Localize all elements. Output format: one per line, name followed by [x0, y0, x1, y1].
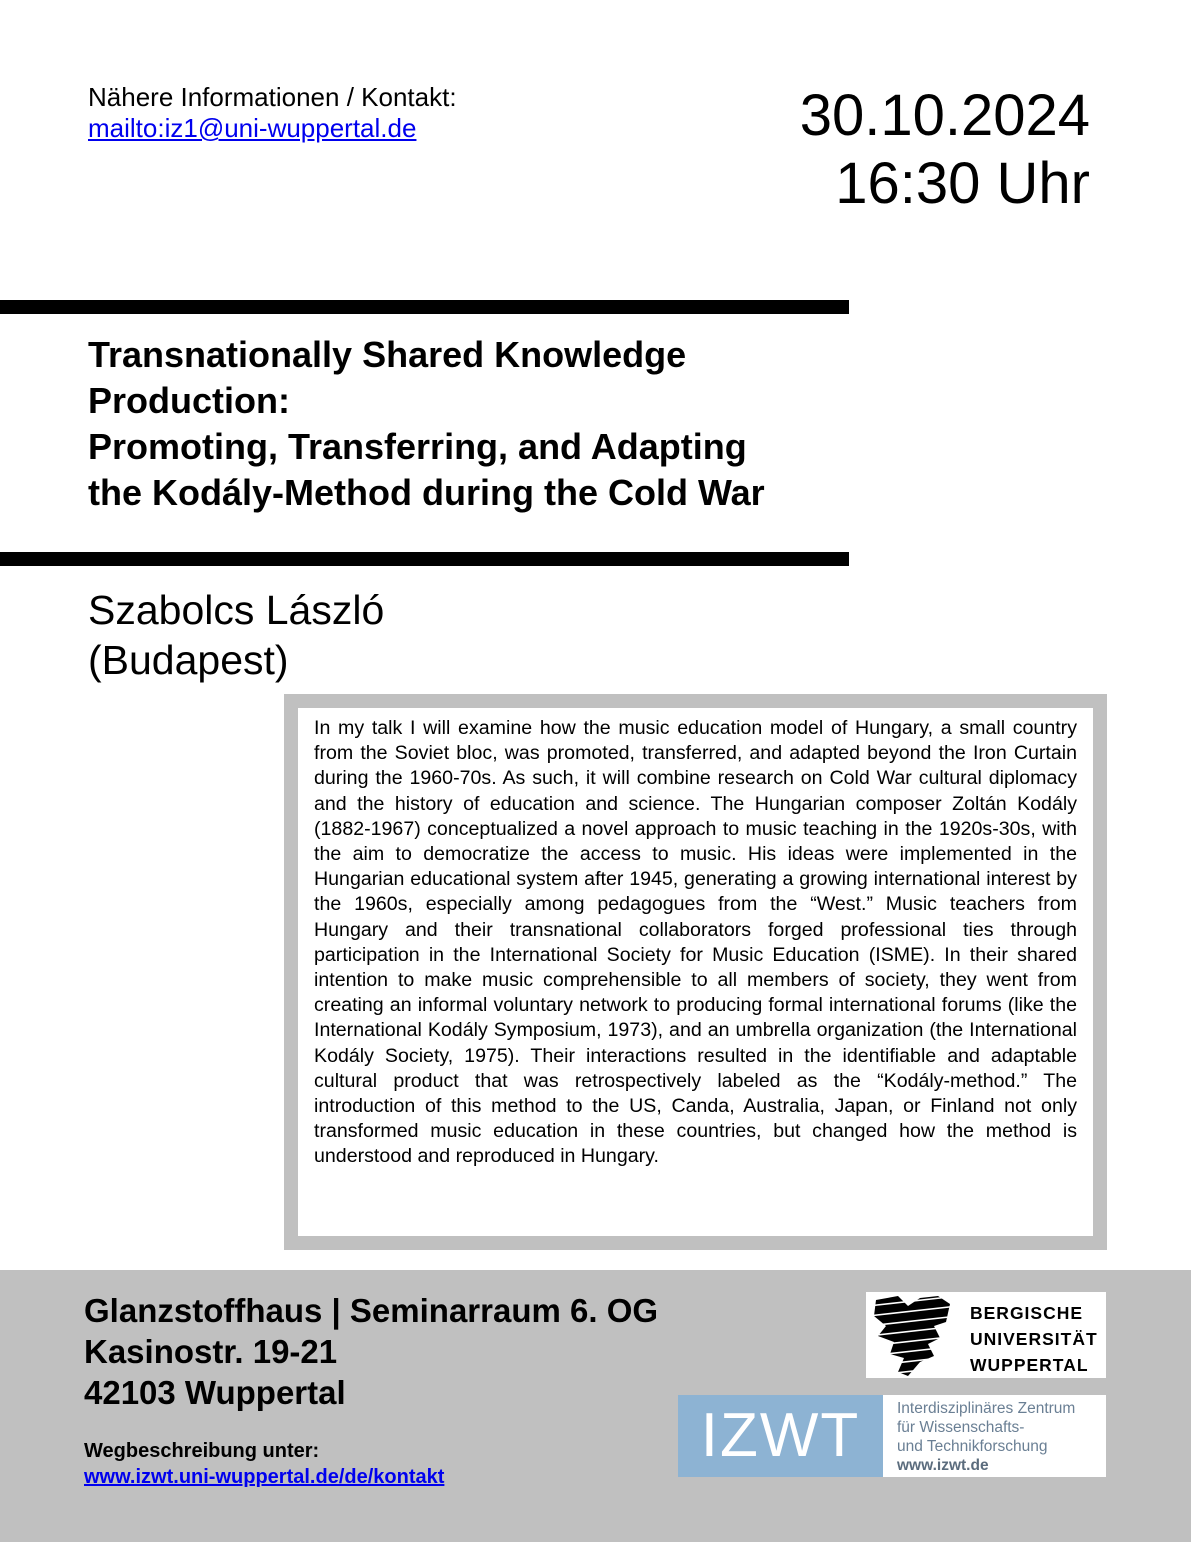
title-line: the Kodály-Method during the Cold War	[88, 472, 765, 513]
izwt-url: www.izwt.de	[897, 1457, 989, 1474]
directions-link[interactable]: www.izwt.uni-wuppertal.de/de/kontakt	[84, 1466, 445, 1488]
speaker	[88, 585, 384, 685]
izwt-logo	[678, 1395, 1106, 1477]
abstract-box	[284, 694, 1107, 1250]
title-line: Production:	[88, 380, 290, 421]
izwt-line: für Wissenschafts-	[897, 1419, 1025, 1436]
event-date: 30.10.2024	[799, 83, 1090, 148]
logo-text: UNIVERSITÄT	[970, 1329, 1098, 1349]
lion-crest-icon	[868, 1292, 958, 1378]
title-line: Transnationally Shared Knowledge	[88, 334, 687, 375]
venue-city: 42103 Wuppertal	[84, 1374, 346, 1411]
logo-text: WUPPERTAL	[970, 1355, 1089, 1375]
speaker-affiliation: (Budapest)	[88, 637, 289, 683]
divider-top	[0, 300, 849, 314]
logo-text: BERGISCHE	[970, 1303, 1084, 1323]
venue	[84, 1290, 658, 1413]
contact-email-link[interactable]: mailto:iz1@uni-wuppertal.de	[88, 113, 417, 143]
venue-room: Glanzstoffhaus | Seminarraum 6. OG	[84, 1292, 659, 1329]
event-time: 16:30 Uhr	[835, 151, 1090, 216]
venue-street: Kasinostr. 19-21	[84, 1333, 338, 1370]
university-logo	[866, 1292, 1106, 1378]
contact-label: Nähere Informationen / Kontakt:	[88, 82, 457, 112]
event-datetime	[800, 82, 1090, 218]
izwt-line: Interdisziplinäres Zentrum	[897, 1400, 1076, 1417]
directions-label: Wegbeschreibung unter:	[84, 1440, 320, 1462]
talk-title	[88, 332, 868, 516]
abstract-text: In my talk I will examine how the music education model of Hungary, a small country from the Soviet bloc, was promoted, transferred, and adapted beyond the Iron Curtain during the 1960-70s. As such, it will combine research on Cold War cultural diplomacy and the history of education and science. The Hungarian composer Zoltán Kodály (1882-1967) conceptualized a novel approach to music teaching in the 1920s-30s, with the aim to democratize the access to music. His ideas were implemented in the Hungarian educational system after 1945, generating a growing international interest by the 1960s, especially among pedagogues from the “West.” Music teachers from Hungary and their transnational collaborators forged professional ties through participation in the International Society for Music Education (ISME). In their shared intention to make music comprehensible to all members of society, they went from creating an informal voluntary network to producing formal international forums (like the International Kodály Symposium, 1973), and an umbrella organization (the International Kodály Society, 1975). Their interactions resulted in the identifiable and adaptable cultural product that was retrospectively labeled as the “Kodály-method.” The introduction of this method to the US, Canda, Australia, Japan, or Finland not only transformed music education in these countries, but changed how the method is understood and reproduced in Hungary.	[314, 717, 1077, 1168]
divider-bottom	[0, 552, 849, 566]
izwt-line: und Technikforschung	[897, 1438, 1048, 1455]
izwt-mark: IZWT	[678, 1395, 883, 1477]
title-line: Promoting, Transferring, and Adapting	[88, 426, 747, 467]
speaker-name: Szabolcs László	[88, 587, 385, 633]
